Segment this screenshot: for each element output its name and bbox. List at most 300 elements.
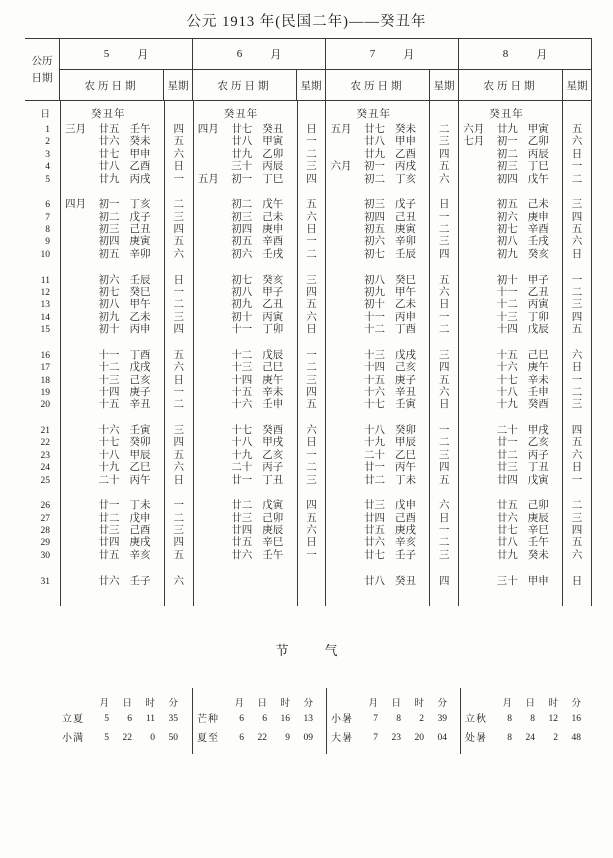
lunar-date-cell [61,312,164,324]
gap-row [61,487,164,500]
weekday-cell: 三 [439,449,450,461]
ganzhi-day: 丙子 [262,462,284,474]
lunar-date-cell [194,174,297,186]
weekday-cell: 二 [571,386,583,398]
gap-row [165,412,193,425]
weekday-cell: 二 [439,224,450,236]
gap-row [165,261,193,274]
gregorian-day-number: 14 [40,312,50,323]
ganzhi-day: 庚子 [129,386,151,398]
lunar-day: 十八 [363,425,385,436]
lunar-date-cell [194,437,297,449]
gregorian-day-number: 22 [40,438,50,449]
weekday-cell: 四 [439,248,450,260]
gregorian-day-number: 7 [45,212,50,223]
lunar-day: 十七 [363,399,385,411]
ganzhi-day: 乙亥 [527,437,549,449]
lunar-day: 十九 [231,449,253,461]
weekday-cell: 一 [306,236,317,248]
lunar-date-cell [459,450,562,462]
ganzhi-day: 丙戌 [394,161,416,173]
weekday-cell: 三 [571,299,583,311]
gregorian-day-number: 29 [40,538,50,549]
solar-term-header-row [461,697,594,712]
lunar-day: 廿八 [363,575,385,587]
term-hour: 20 [414,733,424,743]
lunar-day: 十五 [363,374,385,386]
weekday-cell: 五 [439,161,450,173]
lunar-day: 廿九 [496,549,518,561]
lunar-date-cell [61,174,164,186]
ganzhi-day: 辛未 [527,374,549,386]
term-col-header: 时 [145,699,155,709]
gap-row [430,412,458,425]
ganzhi-day: 癸亥 [262,274,284,286]
weekday-cell: 日 [306,537,317,549]
lunar-day: 初三 [98,224,120,236]
weekday-cell: 三 [439,136,450,148]
weekday-cell: 四 [439,148,450,160]
lunar-day: 廿三 [363,500,385,512]
ganzhi-day: 戊子 [129,211,151,223]
ganzhi-day: 丙申 [129,324,151,336]
term-day: 8 [396,714,401,724]
empty-cell [165,108,193,124]
weekday-cell: 一 [306,349,317,361]
gregorian-day-column [25,101,60,606]
lunar-day: 廿五 [231,537,253,549]
gap-row [326,412,429,425]
lunar-day: 廿五 [98,124,120,135]
lunar-day: 廿一 [231,474,253,486]
ganzhi-day: 辛亥 [394,537,416,549]
lunar-date-cell [459,174,562,186]
corner-label-line1: 公历 [31,55,53,67]
lunar-date-cell [326,275,429,287]
ganzhi-day: 庚辰 [262,525,284,537]
ganzhi-day: 戊午 [262,199,284,211]
ganzhi-day: 辛丑 [129,399,151,411]
lunar-day: 廿四 [231,525,253,537]
lunar-day: 十三 [363,349,385,361]
lunar-date-cell [61,299,164,311]
lunar-day: 十五 [231,386,253,398]
lunar-day: 十二 [363,324,385,336]
lunar-date-cell [326,287,429,299]
weekday-cell: 五 [571,437,583,449]
month-subheader-5 [60,69,192,100]
lunar-date-cell [194,224,297,236]
ganzhi-day: 壬戌 [527,236,549,248]
term-col-header: 月 [368,699,378,709]
weekday-cell: 日 [306,324,317,336]
lunar-date-cell [61,425,164,437]
term-month: 8 [507,714,512,724]
ganzhi-day: 壬午 [527,537,549,549]
month-group-header-6 [192,39,325,100]
solar-term-row [193,712,326,727]
lunar-day: 十二 [98,362,120,374]
lunar-date-cell [61,399,164,411]
weekday-cell: 六 [173,362,184,374]
gregorian-day-number: 11 [40,275,50,286]
weekday-cell: 五 [173,449,184,461]
lunar-date-cell [459,537,562,549]
lunar-date-cell [194,513,297,525]
ganzhi-day: 壬寅 [129,425,151,436]
lunar-day: 初六 [231,248,253,260]
month-suffix: 月 [403,49,415,61]
term-minute: 50 [168,733,178,743]
lunar-day: 初九 [98,311,120,323]
lunar-date-cell [326,425,429,437]
lunar-day: 廿五 [98,549,120,561]
ganzhi-day: 丁酉 [394,324,416,336]
lunar-day: 二十 [231,462,253,474]
lunar-date-cell [326,212,429,224]
lunar-day: 廿三 [231,512,253,524]
lunar-date-cell [326,124,429,136]
ganzhi-day: 癸丑 [262,124,284,135]
lunar-date-cell [459,324,562,336]
ganzhi-day: 壬子 [394,549,416,561]
gap-row [165,186,193,199]
weekday-cell: 三 [306,274,317,286]
gap-row [25,261,50,274]
lunar-day: 十一 [496,286,518,298]
lunar-day: 初六 [496,211,518,223]
term-col-header: 月 [502,699,512,709]
term-name: 大暑 [331,733,353,744]
lunar-date-cell [326,475,429,487]
lunar-day: 初六 [363,236,385,248]
ganzhi-day: 丁未 [129,500,151,512]
weekday-cell: 四 [306,173,317,185]
term-name: 处暑 [465,733,487,744]
lunar-date-cell [326,525,429,537]
gregorian-day-number: 18 [40,375,50,386]
ganzhi-day: 辛酉 [262,236,284,248]
ganzhi-day: 庚寅 [129,236,151,248]
ganzhi-day: 丁酉 [129,349,151,361]
weekday-cell: 六 [306,311,317,323]
lunar-date-cell [459,425,562,437]
gap-row [298,487,326,500]
weekday-header: 星期 [163,70,192,100]
weekday-cell: 五 [571,224,583,236]
lunar-day: 初二 [363,173,385,185]
lunar-day: 十九 [496,399,518,411]
lunar-date-column-month-7 [325,101,429,606]
ganzhi-day: 甲戌 [527,425,549,436]
lunar-date-cell [194,550,297,562]
weekday-cell: 四 [439,575,450,587]
weekday-cell: 二 [439,124,450,135]
gregorian-day-number: 25 [40,475,50,486]
term-hour: 2 [553,733,558,743]
ganzhi-day: 乙亥 [262,449,284,461]
weekday-cell: 四 [173,324,184,336]
ganzhi-day: 己酉 [394,512,416,524]
gregorian-day-number: 16 [40,350,50,361]
lunar-date-cell [459,249,562,261]
ganzhi-day: 乙卯 [527,136,549,148]
term-minute: 48 [571,733,581,743]
weekday-cell: 一 [571,274,583,286]
gregorian-day-number: 13 [40,300,50,311]
lunar-day: 初二 [98,211,120,223]
lunar-day: 十四 [98,386,120,398]
ganzhi-day: 乙酉 [129,161,151,173]
ganzhi-day: 甲午 [129,299,151,311]
gap-row [298,261,326,274]
weekday-cell: 二 [306,462,317,474]
lunar-day: 十三 [496,311,518,323]
ganzhi-day: 甲寅 [527,124,549,135]
lunar-day: 廿三 [496,462,518,474]
term-month: 6 [239,733,244,743]
gregorian-day-number: 3 [45,149,50,160]
ganzhi-day: 壬戌 [262,248,284,260]
term-minute: 04 [437,733,447,743]
lunar-date-cell [459,224,562,236]
term-minute: 39 [437,714,447,724]
month-title-5 [60,39,192,69]
weekday-cell: 一 [439,425,450,436]
lunar-date-cell [61,287,164,299]
ganzhi-day: 癸亥 [527,248,549,260]
weekday-cell: 日 [571,362,583,374]
weekday-cell: 五 [439,374,450,386]
lunar-date-cell [459,475,562,487]
weekday-cell: 四 [571,425,583,436]
weekday-cell: 日 [173,374,184,386]
weekday-cell: 日 [439,512,450,524]
lunar-date-cell [326,149,429,161]
gregorian-day-number: 17 [40,363,50,374]
lunar-month-label: 四月 [197,124,219,135]
lunar-day: 廿七 [496,525,518,537]
weekday-cell: 一 [306,549,317,561]
page-title: 公元 1913 年(民国二年)——癸丑年 [186,14,427,30]
gregorian-day-number: 20 [40,400,50,411]
term-hour: 12 [548,714,558,724]
ganzhi-day: 丙午 [129,474,151,486]
empty-cell [58,697,86,712]
gap-row [61,336,164,349]
lunar-date-cell [194,475,297,487]
ganzhi-day: 己未 [527,199,549,211]
weekday-cell: 六 [439,500,450,512]
weekday-cell: 四 [306,386,317,398]
ganzhi-day: 甲子 [527,274,549,286]
weekday-cell: 三 [571,399,583,411]
ganzhi-day: 丙申 [394,311,416,323]
ganzhi-day: 壬寅 [394,399,416,411]
lunar-day: 十八 [231,437,253,449]
lunar-date-header: 农历日期 [84,80,139,92]
lunar-date-cell [326,249,429,261]
month-number: 5 [103,48,110,60]
term-col-header: 时 [548,699,558,709]
gap-row [459,261,562,274]
lunar-day: 十六 [496,362,518,374]
gregorian-day-number: 10 [40,249,50,260]
gregorian-day-number: 12 [40,287,50,298]
lunar-date-cell [194,425,297,437]
lunar-date-cell [194,362,297,374]
lunar-date-cell [61,387,164,399]
weekday-cell: 日 [571,248,583,260]
lunar-date-cell [194,275,297,287]
ganzhi-day: 丙寅 [262,311,284,323]
weekday-cell: 二 [173,399,184,411]
term-month: 7 [373,733,378,743]
weekday-cell: 六 [571,549,583,561]
ganzhi-day: 乙卯 [262,148,284,160]
empty-cell [563,108,591,124]
lunar-date-cell [326,174,429,186]
weekday-cell: 五 [571,124,583,135]
lunar-date-cell [326,362,429,374]
ganzhi-day: 庚寅 [394,224,416,236]
weekday-cell: 四 [439,362,450,374]
ganzhi-day: 乙未 [394,299,416,311]
weekday-column-month-6 [297,101,326,606]
lunar-date-cell [194,149,297,161]
term-day: 6 [262,714,267,724]
lunar-date-cell [459,500,562,512]
lunar-day: 初五 [98,248,120,260]
ganzhi-day: 丁未 [394,474,416,486]
month-number: 8 [502,48,509,60]
month-title-6 [193,39,325,69]
ganzhi-day: 辛酉 [527,224,549,236]
weekday-cell: 六 [306,425,317,436]
weekday-cell: 五 [571,324,583,336]
ganzhi-day: 戊申 [394,500,416,512]
lunar-day: 初四 [231,224,253,236]
solar-term-group-2 [192,688,326,754]
ganzhi-day: 戊辰 [527,324,549,336]
lunar-day: 廿七 [363,124,385,135]
lunar-day: 廿五 [363,525,385,537]
ganzhi-day: 乙巳 [129,462,151,474]
ganzhi-day: 丁卯 [262,324,284,336]
lunar-month-label: 五月 [330,124,352,135]
calendar-table [25,38,592,606]
gap-row [25,186,50,199]
ganzhi-day: 庚子 [394,374,416,386]
lunar-date-cell [326,224,429,236]
corner-label-line2: 日期 [31,72,53,84]
weekday-cell: 五 [173,349,184,361]
lunar-date-cell [459,299,562,311]
lunar-day: 初五 [363,224,385,236]
weekday-cell: 六 [173,148,184,160]
ganzhi-day: 乙未 [129,311,151,323]
lunar-date-header: 农历日期 [217,80,272,92]
weekday-cell: 五 [439,274,450,286]
ganzhi-day: 戊午 [527,173,549,185]
solar-term-row [461,712,594,727]
weekday-cell: 二 [571,173,583,185]
lunar-date-cell [459,275,562,287]
lunar-date-cell [194,136,297,148]
month-group-header-7 [325,39,458,100]
lunar-day: 十九 [98,462,120,474]
month-suffix: 月 [137,49,149,61]
weekday-cell: 六 [439,286,450,298]
weekday-cell: 四 [571,525,583,537]
lunar-day: 廿七 [231,124,253,135]
gap-row [563,186,591,199]
lunar-day: 十六 [98,425,120,436]
lunar-date-cell [61,350,164,362]
gap-row [563,487,591,500]
weekday-cell: 五 [306,512,317,524]
weekday-cell: 四 [571,211,583,223]
weekday-cell: 日 [306,124,317,135]
lunar-date-cell [326,537,429,549]
ganzhi-day: 癸卯 [129,437,151,449]
lunar-date-cell [194,249,297,261]
gregorian-day-number: 31 [40,576,50,587]
gap-row [194,412,297,425]
gregorian-day-number: 27 [40,513,50,524]
weekday-cell: 六 [439,173,450,185]
weekday-cell: 日 [306,224,317,236]
lunar-date-cell [61,513,164,525]
weekday-cell: 二 [173,512,184,524]
lunar-date-cell [61,437,164,449]
weekday-cell: 日 [439,299,450,311]
lunar-day: 廿二 [231,500,253,512]
lunar-date-cell [194,199,297,211]
lunar-day: 十八 [496,386,518,398]
ganzhi-day: 甲戌 [262,437,284,449]
weekday-column-month-7 [429,101,458,606]
lunar-date-cell [61,136,164,148]
lunar-date-cell [61,362,164,374]
ganzhi-day: 癸未 [394,124,416,135]
lunar-day: 初二 [496,148,518,160]
month-suffix: 月 [536,49,548,61]
term-hour: 0 [150,733,155,743]
lunar-month-label: 七月 [463,136,485,148]
lunar-day: 初十 [496,274,518,286]
term-col-header: 日 [257,699,267,709]
lunar-day: 初十 [363,299,385,311]
month-subheader-7 [326,69,458,100]
weekday-cell: 五 [571,537,583,549]
lunar-day: 初十 [231,311,253,323]
term-col-header: 分 [571,699,581,709]
solar-term-row [58,731,192,746]
lunar-day: 廿六 [496,512,518,524]
term-minute: 35 [168,714,178,724]
ganzhi-day: 辛卯 [394,236,416,248]
lunar-date-cell [459,387,562,399]
lunar-day: 廿九 [98,173,120,185]
lunar-date-cell [194,462,297,474]
ganzhi-day: 庚午 [262,374,284,386]
lunar-day: 廿六 [98,136,120,148]
lunar-date-column-month-5 [60,101,164,606]
lunar-day: 廿六 [363,537,385,549]
lunar-date-cell [61,462,164,474]
gap-row [459,487,562,500]
